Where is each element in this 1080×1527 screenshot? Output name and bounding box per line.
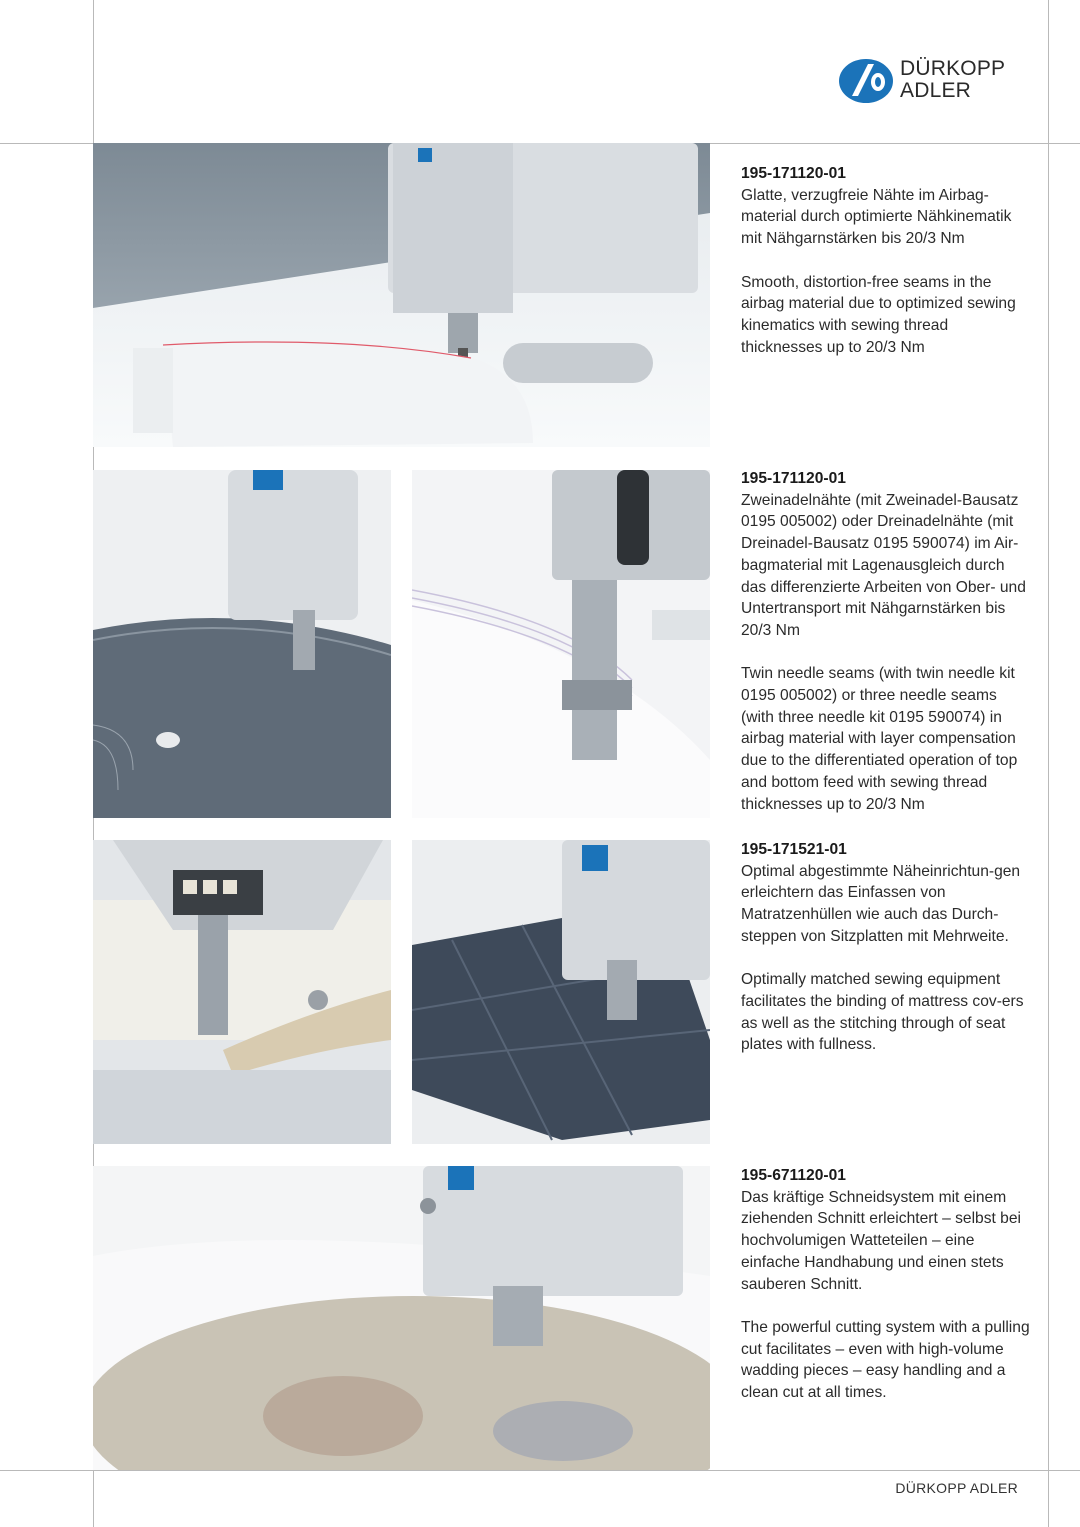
- section-text-de: Das kräftige Schneidsystem mit einem ziehenden Schnitt erleichtert – selbst bei hochvolumigen Watteteilen – eine einfache Handhabung und einen stets sauberen Schnitt.: [741, 1188, 1021, 1293]
- photo-quilted-seat-plate: [412, 840, 710, 1144]
- brand-logo-text: [900, 58, 1005, 102]
- section-text-de: Zweinadelnähte (mit Zweinadel-Bausatz 0195 005002) oder Dreinadelnähte (mit Dreinadel-Bausatz 0195 590074) im Air-bagmaterial mit Lagenausgleich durch das differenzierte Arbeiten von Ober- und Untertransport mit Nähgarnstärken bis 20/3 Nm: [741, 491, 1026, 639]
- section-code: 195-171521-01: [741, 841, 847, 858]
- section-text-en: Twin needle seams (with twin needle kit 0195 005002) or three needle seams (with three needle kit 0195 590074) in airbag material with layer compensation due to the differentiated operation of top and bottom feed with sewing thread thicknesses up to 20/3 Nm: [741, 665, 1018, 813]
- brand-logo: [838, 56, 1028, 108]
- section-text-en: The powerful cutting system with a pulling cut facilitates – even with high-volume wadding pieces – easy handling and a clean cut at all times.: [741, 1318, 1030, 1402]
- caption-section-2: [741, 468, 1031, 815]
- photo-twin-needle-grey: [93, 470, 391, 818]
- section-code: 195-671120-01: [741, 1167, 846, 1184]
- section-text-de: Optimal abgestimmte Näheinrichtun-gen erleichtern das Einfassen von Matratzenhüllen wie auch das Durch-steppen von Sitzplatten mit Mehrweite.: [741, 862, 1021, 945]
- section-code: 195-171120-01: [741, 470, 846, 487]
- footer-brand: DÜRKOPP ADLER: [895, 1480, 1018, 1496]
- photo-wadding-cutting: [93, 1166, 710, 1470]
- photo-airbag-seam: [93, 143, 710, 447]
- photo-three-needle-white: [412, 470, 710, 818]
- right-margin-rule: [1048, 0, 1049, 1527]
- caption-section-4: [741, 1165, 1031, 1404]
- section-text-de: Glatte, verzugfreie Nähte im Airbag-material durch optimierte Nähkinematik mit Nähgarnstärken bis 20/3 Nm: [741, 186, 1012, 248]
- caption-section-3: [741, 839, 1031, 1056]
- footer-rule: [0, 1470, 1080, 1471]
- section-code: 195-171120-01: [741, 165, 846, 182]
- brand-logo-icon: [838, 58, 894, 104]
- caption-section-1: [741, 163, 1031, 358]
- brand-logo-line1: DÜRKOPP: [900, 57, 1006, 80]
- photo-mattress-binding: [93, 840, 391, 1144]
- section-text-en: Optimally matched sewing equipment facilitates the binding of mattress cov-ers as well as the stitching through of seat plates with fullness.: [741, 971, 1024, 1054]
- brand-logo-line2: ADLER: [900, 79, 972, 102]
- section-text-en: Smooth, distortion-free seams in the airbag material due to optimized sewing kinematics with sewing thread thicknesses up to 20/3 Nm: [741, 273, 1016, 356]
